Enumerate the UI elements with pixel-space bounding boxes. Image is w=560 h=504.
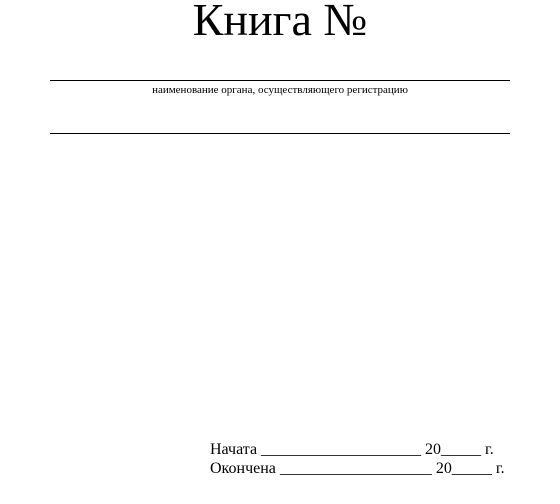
authority-name-line — [50, 80, 510, 81]
started-label: Начата — [210, 441, 258, 458]
finished-date-row — [210, 459, 505, 478]
book-title: Книга № — [192, 0, 368, 45]
finished-year-prefix: 20 — [435, 460, 452, 477]
finished-label: Окончена — [210, 460, 276, 477]
finished-year-suffix: г. — [495, 460, 505, 477]
started-year-blank: _____ — [441, 441, 482, 458]
finished-year-blank: _____ — [451, 460, 492, 477]
finished-date-blank: ___________________ — [279, 460, 432, 477]
authority-name-line-2 — [50, 133, 510, 134]
started-date-blank: ____________________ — [261, 441, 422, 458]
started-year-suffix: г. — [485, 441, 494, 458]
started-year-prefix: 20 — [425, 441, 442, 458]
dates-block — [210, 440, 505, 478]
authority-caption: наименование органа, осуществляющего регистрацию — [152, 84, 408, 96]
started-date-row — [210, 440, 505, 459]
